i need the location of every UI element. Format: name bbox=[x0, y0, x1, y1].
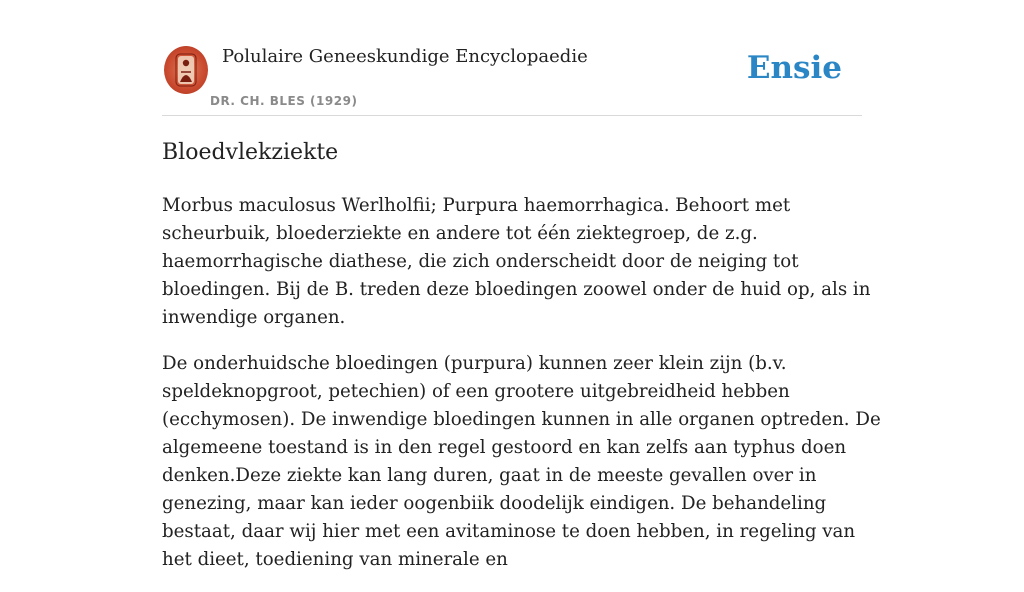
author-byline: DR. CH. BLES (1929) bbox=[210, 94, 358, 108]
article-paragraph: De onderhuidsche bloedingen (purpura) kunnen zeer klein zijn (b.v. speldeknopgroot, petechien) of een grootere uitgebreidheid hebben (ecchymosen). De inwendige bloedingen kunnen in alle organen optreden. De algemeene toestand is in den regel gestoord en kan zelfs aan typhus doen denken.Deze ziekte kan lang duren, gaat in de meeste gevallen over in genezing, maar kan ieder oogenbiik doodelijk eindigen. De behandeling bestaat, daar wij hier met een avitaminose te doen hebben, in regeling van het dieet, toediening van minerale en bbox=[162, 353, 881, 570]
article-paragraph: Morbus maculosus Werlholfii; Purpura haemorrhagica. Behoort met scheurbuik, bloederziekte en andere tot één ziektegroep, de z.g. haemorrhagische diathese, die zich onderscheidt door de neiging tot bloedingen. Bij de B. treden deze bloedingen zoowel onder de huid op, als in inwendige organen. bbox=[162, 195, 871, 328]
article-body bbox=[162, 192, 882, 592]
encyclopedia-seal-icon[interactable] bbox=[164, 46, 208, 94]
brand-logo[interactable]: Ensie bbox=[746, 50, 842, 86]
header bbox=[162, 40, 862, 116]
book-title[interactable]: Polulaire Geneeskundige Encyclopaedie bbox=[222, 46, 588, 67]
article-title: Bloedvlekziekte bbox=[162, 140, 339, 165]
